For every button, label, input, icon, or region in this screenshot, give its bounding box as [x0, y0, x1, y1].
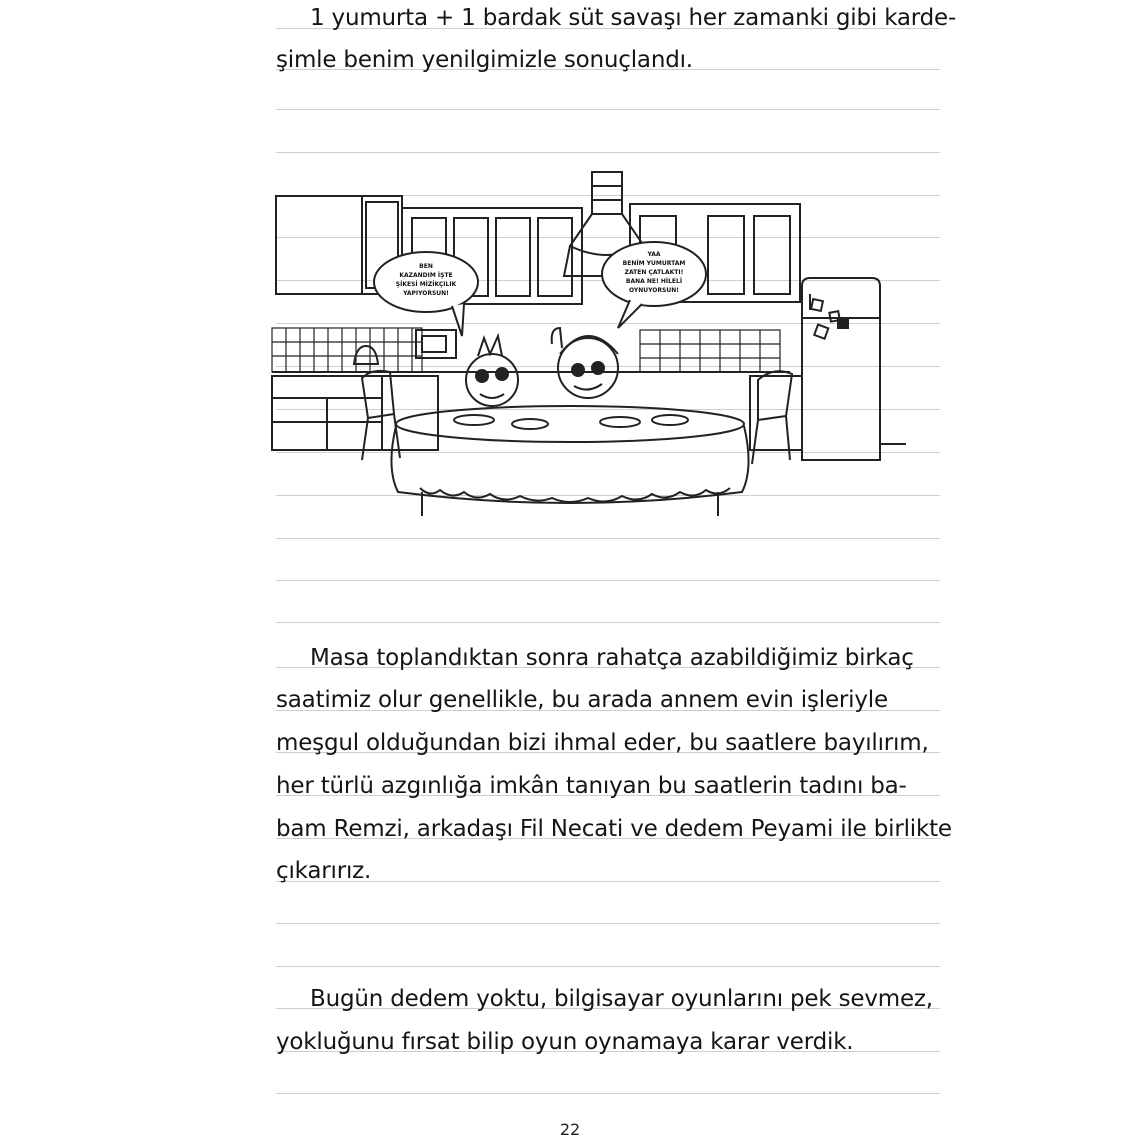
bubble-right-line-3: ZATEN ÇATLAKTI! — [624, 269, 684, 276]
character-right — [552, 328, 618, 398]
paragraph-1-line-2: şimle benim yenilgimizle sonuçlandı. — [276, 47, 693, 73]
paragraph-2-line-4: her türlü azgınlığa imkân tanıyan bu saatlerin tadını ba- — [276, 773, 907, 799]
rule-line — [276, 923, 940, 924]
bubble-left-line-2: KAZANDIM İŞTE — [399, 272, 453, 279]
paragraph-2-line-5: bam Remzi, arkadaşı Fil Necati ve dedem Peyami ile birlikte — [276, 816, 952, 842]
paragraph-3-line-2: yokluğunu fırsat bilip oyun oynamaya karar verdik. — [276, 1029, 854, 1055]
paragraph-3-line-1: Bugün dedem yoktu, bilgisayar oyunlarını pek sevmez, — [310, 986, 933, 1012]
rule-line — [276, 152, 940, 153]
rule-line — [276, 109, 940, 110]
rule-line — [276, 1093, 940, 1094]
bubble-left-line-4: YAPIYORSUN! — [403, 290, 449, 297]
page-number: 22 — [559, 1120, 581, 1139]
paragraph-2-line-3: meşgul olduğundan bizi ihmal eder, bu saatlere bayılırım, — [276, 730, 929, 756]
paragraph-2-line-2: saatimiz olur genellikle, bu arada annem evin işleriyle — [276, 687, 888, 713]
speech-bubble-left — [374, 252, 478, 336]
upper-cabinets — [276, 196, 800, 304]
bubble-left-line-3: ŞİKESİ MİZİKÇILIK — [395, 281, 457, 288]
bubble-right-line-2: BENİM YUMURTAM — [622, 260, 686, 267]
bubble-right-line-5: OYNUYORSUN! — [629, 287, 679, 294]
refrigerator — [802, 278, 906, 460]
tile-backsplash — [272, 328, 780, 372]
kettle — [354, 346, 378, 364]
rule-line — [276, 966, 940, 967]
kitchen-illustration — [190, 168, 950, 538]
dining-table — [391, 406, 748, 516]
paragraph-2-line-6: çıkarırız. — [276, 858, 372, 884]
speech-bubble-right — [602, 242, 706, 328]
paragraph-1-line-1: 1 yumurta + 1 bardak süt savaşı her zamanki gibi karde- — [310, 5, 957, 31]
rule-line — [276, 538, 940, 539]
rule-line — [276, 622, 940, 623]
lower-cabinets — [272, 372, 802, 450]
bubble-right-line-1: YAA — [647, 251, 661, 258]
bubble-left-line-1: BEN — [419, 263, 433, 270]
rule-line — [276, 580, 940, 581]
paragraph-2-line-1: Masa toplandıktan sonra rahatça azabildiğimiz birkaç — [310, 645, 914, 671]
bubble-right-line-4: BANA NE! HİLELİ — [625, 278, 683, 285]
